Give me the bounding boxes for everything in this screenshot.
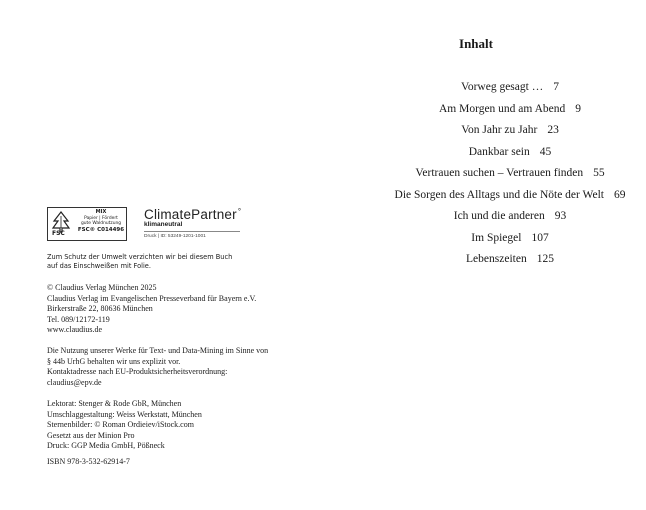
- toc-entry: [330, 146, 646, 158]
- climatepartner-sub: klimaneutral: [144, 221, 183, 228]
- toc-entry-page: 55: [593, 167, 605, 179]
- climatepartner-id: Druck | ID: 53249-1201-1001: [144, 234, 206, 239]
- imprint-line: www.claudius.de: [47, 325, 103, 335]
- toc-entry: [330, 81, 646, 93]
- toc-entry-title: Vorweg gesagt …: [461, 81, 544, 93]
- fsc-mix: MIX: [95, 209, 107, 215]
- imprint-line: auf das Einschweißen mit Folie.: [47, 262, 151, 271]
- toc-entry: [330, 103, 646, 115]
- toc-entry-page: 93: [554, 210, 567, 222]
- imprint-credits: [47, 399, 202, 452]
- climatepartner-logo: [144, 207, 244, 239]
- toc-entry-title: Im Spiegel: [471, 232, 522, 244]
- toc-entry-page: 23: [547, 124, 559, 136]
- divider: [144, 231, 240, 232]
- climatepartner-wordmark: ClimatePartner: [144, 207, 237, 222]
- imprint-line: © Claudius Verlag München 2025: [47, 283, 157, 292]
- toc-entry-title: Die Sorgen des Alltags und die Nöte der Welt: [394, 189, 604, 201]
- toc-entry-title: Lebenszeiten: [466, 253, 527, 265]
- imprint-line: Druck: GGP Media GmbH, Pößneck: [47, 441, 165, 451]
- imprint-line: Birkerstraße 22, 80636 München: [47, 304, 153, 314]
- toc-entry: [330, 253, 646, 265]
- toc-title: Inhalt: [459, 36, 493, 51]
- climatepartner-name: [144, 207, 244, 222]
- toc-entry-page: 107: [531, 232, 549, 244]
- toc-entry: [330, 167, 646, 179]
- imprint-line: Sternenbilder: © Roman Ordieiev/iStock.com: [47, 420, 194, 430]
- toc-entry-title: Am Morgen und am Abend: [438, 103, 566, 115]
- imprint-line: Claudius Verlag im Evangelischen Presseverband für Bayern e.V.: [47, 293, 257, 303]
- fsc-line: Papier | Fördert: [84, 215, 118, 221]
- fsc-text: [76, 210, 126, 233]
- toc-entry-title: Ich und die anderen: [453, 210, 545, 222]
- imprint-environment: [47, 253, 232, 271]
- imprint-line: Zum Schutz der Umwelt verzichten wir bei diesem Buch: [47, 253, 233, 261]
- degree-icon: °: [237, 207, 242, 216]
- imprint-line: Lektorat: Stenger & Rode GbR, München: [47, 399, 182, 408]
- toc-entry-title: Von Jahr zu Jahr: [461, 124, 538, 136]
- toc-entry-page: 69: [613, 189, 626, 201]
- imprint-line: Die Nutzung unserer Werke für Text- und Data-Mining im Sinne von: [47, 346, 269, 355]
- isbn: ISBN 978-3-532-62914-7: [47, 457, 130, 466]
- toc-entry-page: 7: [553, 81, 559, 93]
- imprint-rights: [47, 346, 268, 388]
- toc-entry-title: Vertrauen suchen – Vertrauen finden: [415, 167, 584, 179]
- toc-entry-page: 125: [536, 253, 554, 265]
- toc-entry: [330, 232, 646, 244]
- toc-entry-page: 45: [539, 146, 552, 158]
- toc-entry: [330, 124, 646, 136]
- certification-logos: [47, 207, 287, 247]
- fsc-logo: [47, 207, 127, 241]
- imprint-line: Gesetzt aus der Minion Pro: [47, 430, 135, 440]
- toc-entry: [330, 210, 646, 222]
- imprint-line: Umschlaggestaltung: Weiss Werkstatt, München: [47, 409, 202, 419]
- imprint-line: § 44b UrhG behalten wir uns explizit vor.: [47, 356, 181, 366]
- imprint-publisher: [47, 283, 256, 336]
- imprint-line: claudius@epv.de: [47, 377, 102, 387]
- toc-entry-page: 9: [575, 103, 582, 115]
- fsc-mark: FSC: [52, 230, 65, 237]
- imprint-line: Kontaktadresse nach EU-Produktsicherheitsverordnung:: [47, 367, 228, 377]
- imprint-line: Tel. 089/12172-119: [47, 314, 110, 324]
- fsc-code: FSC® C014496: [77, 226, 125, 233]
- fsc-line: gute Waldnutzung: [80, 221, 122, 226]
- toc-entry-title: Dankbar sein: [468, 146, 530, 158]
- toc-entry: [330, 189, 646, 201]
